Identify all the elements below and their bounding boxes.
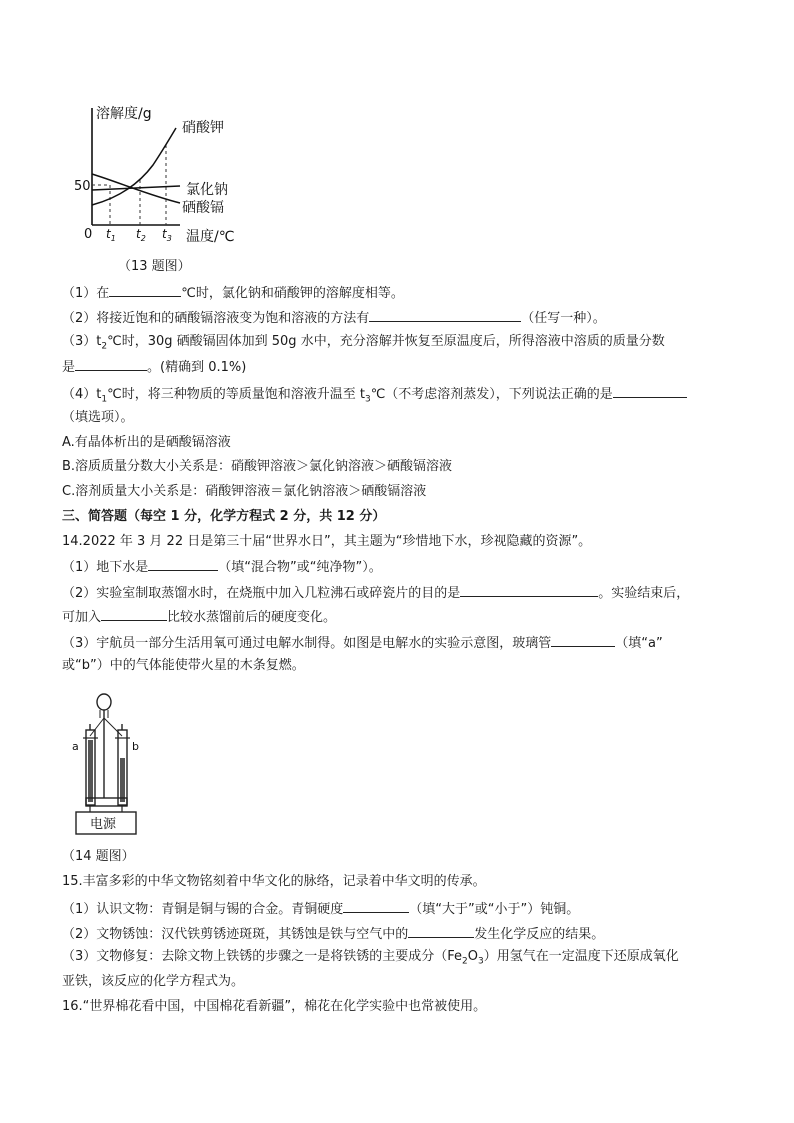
q13-blank4[interactable] (613, 384, 687, 398)
label-a: a (72, 740, 79, 753)
chart-label-nacl: 氯化钠 (186, 182, 228, 198)
chart-xlabel: 温度/℃ (186, 229, 235, 245)
q15-part3: （3）文物修复：去除文物上铁锈的步骤之一是将铁锈的主要成分$(Fe_2O_3)$用氢气在一定温度下还原成氧化 (62, 949, 679, 967)
chart-ylabel: 溶解度/g (96, 106, 152, 122)
q14-stem: 14.2022 年 3 月 22 日是第三十届“世界水日”，其主题为“珍惜地下水，珍视隐藏的资源”。 (62, 534, 592, 549)
chart-t2: $t_2$ (136, 227, 146, 243)
q13-part3: $(3)t_2℃$时，30g 硒酸镉固体加到 50g 水中，充分溶解并恢复至原温度后，所得溶液中溶质的质量分数 (62, 334, 665, 352)
q13-part1: （1）在 ℃时，氯化钠和硝酸钾的溶解度相等。 (62, 283, 404, 303)
q14-blank2[interactable] (460, 583, 598, 597)
chart-t3: $t_3$ (162, 227, 172, 243)
q13-option-a: A.有晶体析出的是硒酸镉溶液 (62, 435, 231, 450)
q13-part3-cont: 是 。(精确到 0.1%) (62, 357, 246, 377)
q15-part2: （2）文物锈蚀：汉代铁剪锈迹斑斑，其锈蚀是铁与空气中的 发生化学反应的结果。 (62, 924, 604, 944)
q13-blank2[interactable] (369, 308, 521, 322)
curve-kno3 (92, 128, 176, 205)
q14-part2: （2）实验室制取蒸馏水时，在烧瓶中加入几粒沸石或碎瓷片的目的是 。实验结束后， (62, 583, 689, 603)
chart-t1: $t_1$ (106, 227, 116, 243)
q13-blank3[interactable] (75, 357, 147, 371)
q14-part2-cont: 可加入 比较水蒸馏前后的硬度变化。 (62, 607, 336, 627)
q14-blank3[interactable] (101, 607, 167, 621)
q16-stem: 16.“世界棉花看中国，中国棉花看新疆”，棉花在化学实验中也常被使用。 (62, 999, 487, 1014)
q14-blank1[interactable] (148, 557, 218, 571)
q14-blank4[interactable] (551, 633, 615, 647)
curve-cdseo4 (92, 174, 180, 203)
electrolysis-diagram (66, 688, 176, 838)
chart-origin: 0 (84, 227, 93, 242)
q13-option-b: B.溶质质量分数大小关系是：硝酸钾溶液＞氯化钠溶液＞硒酸镉溶液 (62, 459, 453, 474)
chart-y50: 50 (74, 179, 91, 194)
q15-blank1[interactable] (343, 899, 409, 913)
label-b: b (132, 740, 139, 753)
q15-stem: 15.丰富多彩的中华文物铭刻着中华文化的脉络，记录着中华文明的传承。 (62, 874, 486, 889)
q13-part2: （2）将接近饱和的硒酸镉溶液变为饱和溶液的方法有 （任写一种）。 (62, 308, 606, 328)
q13-option-c: C.溶剂质量大小关系是：硝酸钾溶液＝氯化钠溶液＞硒酸镉溶液 (62, 484, 427, 499)
section-heading: 三、简答题（每空 1 分，化学方程式 2 分，共 12 分） (62, 509, 386, 524)
q15-blank2[interactable] (408, 924, 474, 938)
chart-label-kno3: 硝酸钾 (182, 120, 224, 136)
solubility-chart (74, 100, 258, 245)
q14-part3: （3）宇航员一部分生活用氧可通过电解水制得。如图是电解水的实验示意图，玻璃管 （填“a” (62, 633, 663, 653)
chart-label-cdseo4: 硒酸镉 (182, 200, 224, 216)
q15-part1: （1）认识文物：青铜是铜与锡的合金。青铜硬度 （填“大于”或“小于”）钝铜。 (62, 899, 579, 919)
reservoir-bulb (97, 694, 111, 710)
q13-part4: $(4)t_1℃$时，将三种物质的等质量饱和溶液升温至 $t_3℃$（不考虑溶剂蒸发），下列说法正确的是 (62, 384, 687, 409)
q14-part3-cont: 或“b”）中的气体能使带火星的木条复燃。 (62, 658, 305, 673)
q13-part4-cont: （填选项）。 (62, 410, 134, 425)
q13-caption: （13 题图） (118, 259, 191, 274)
power-label: 电源 (90, 817, 117, 832)
q15-part3-cont: 亚铁，该反应的化学方程式为。 (62, 974, 245, 989)
q14-caption: （14 题图） (62, 849, 135, 864)
q14-part1: （1）地下水是 （填“混合物”或“纯净物”）。 (62, 557, 382, 577)
q13-blank1[interactable] (109, 283, 181, 297)
